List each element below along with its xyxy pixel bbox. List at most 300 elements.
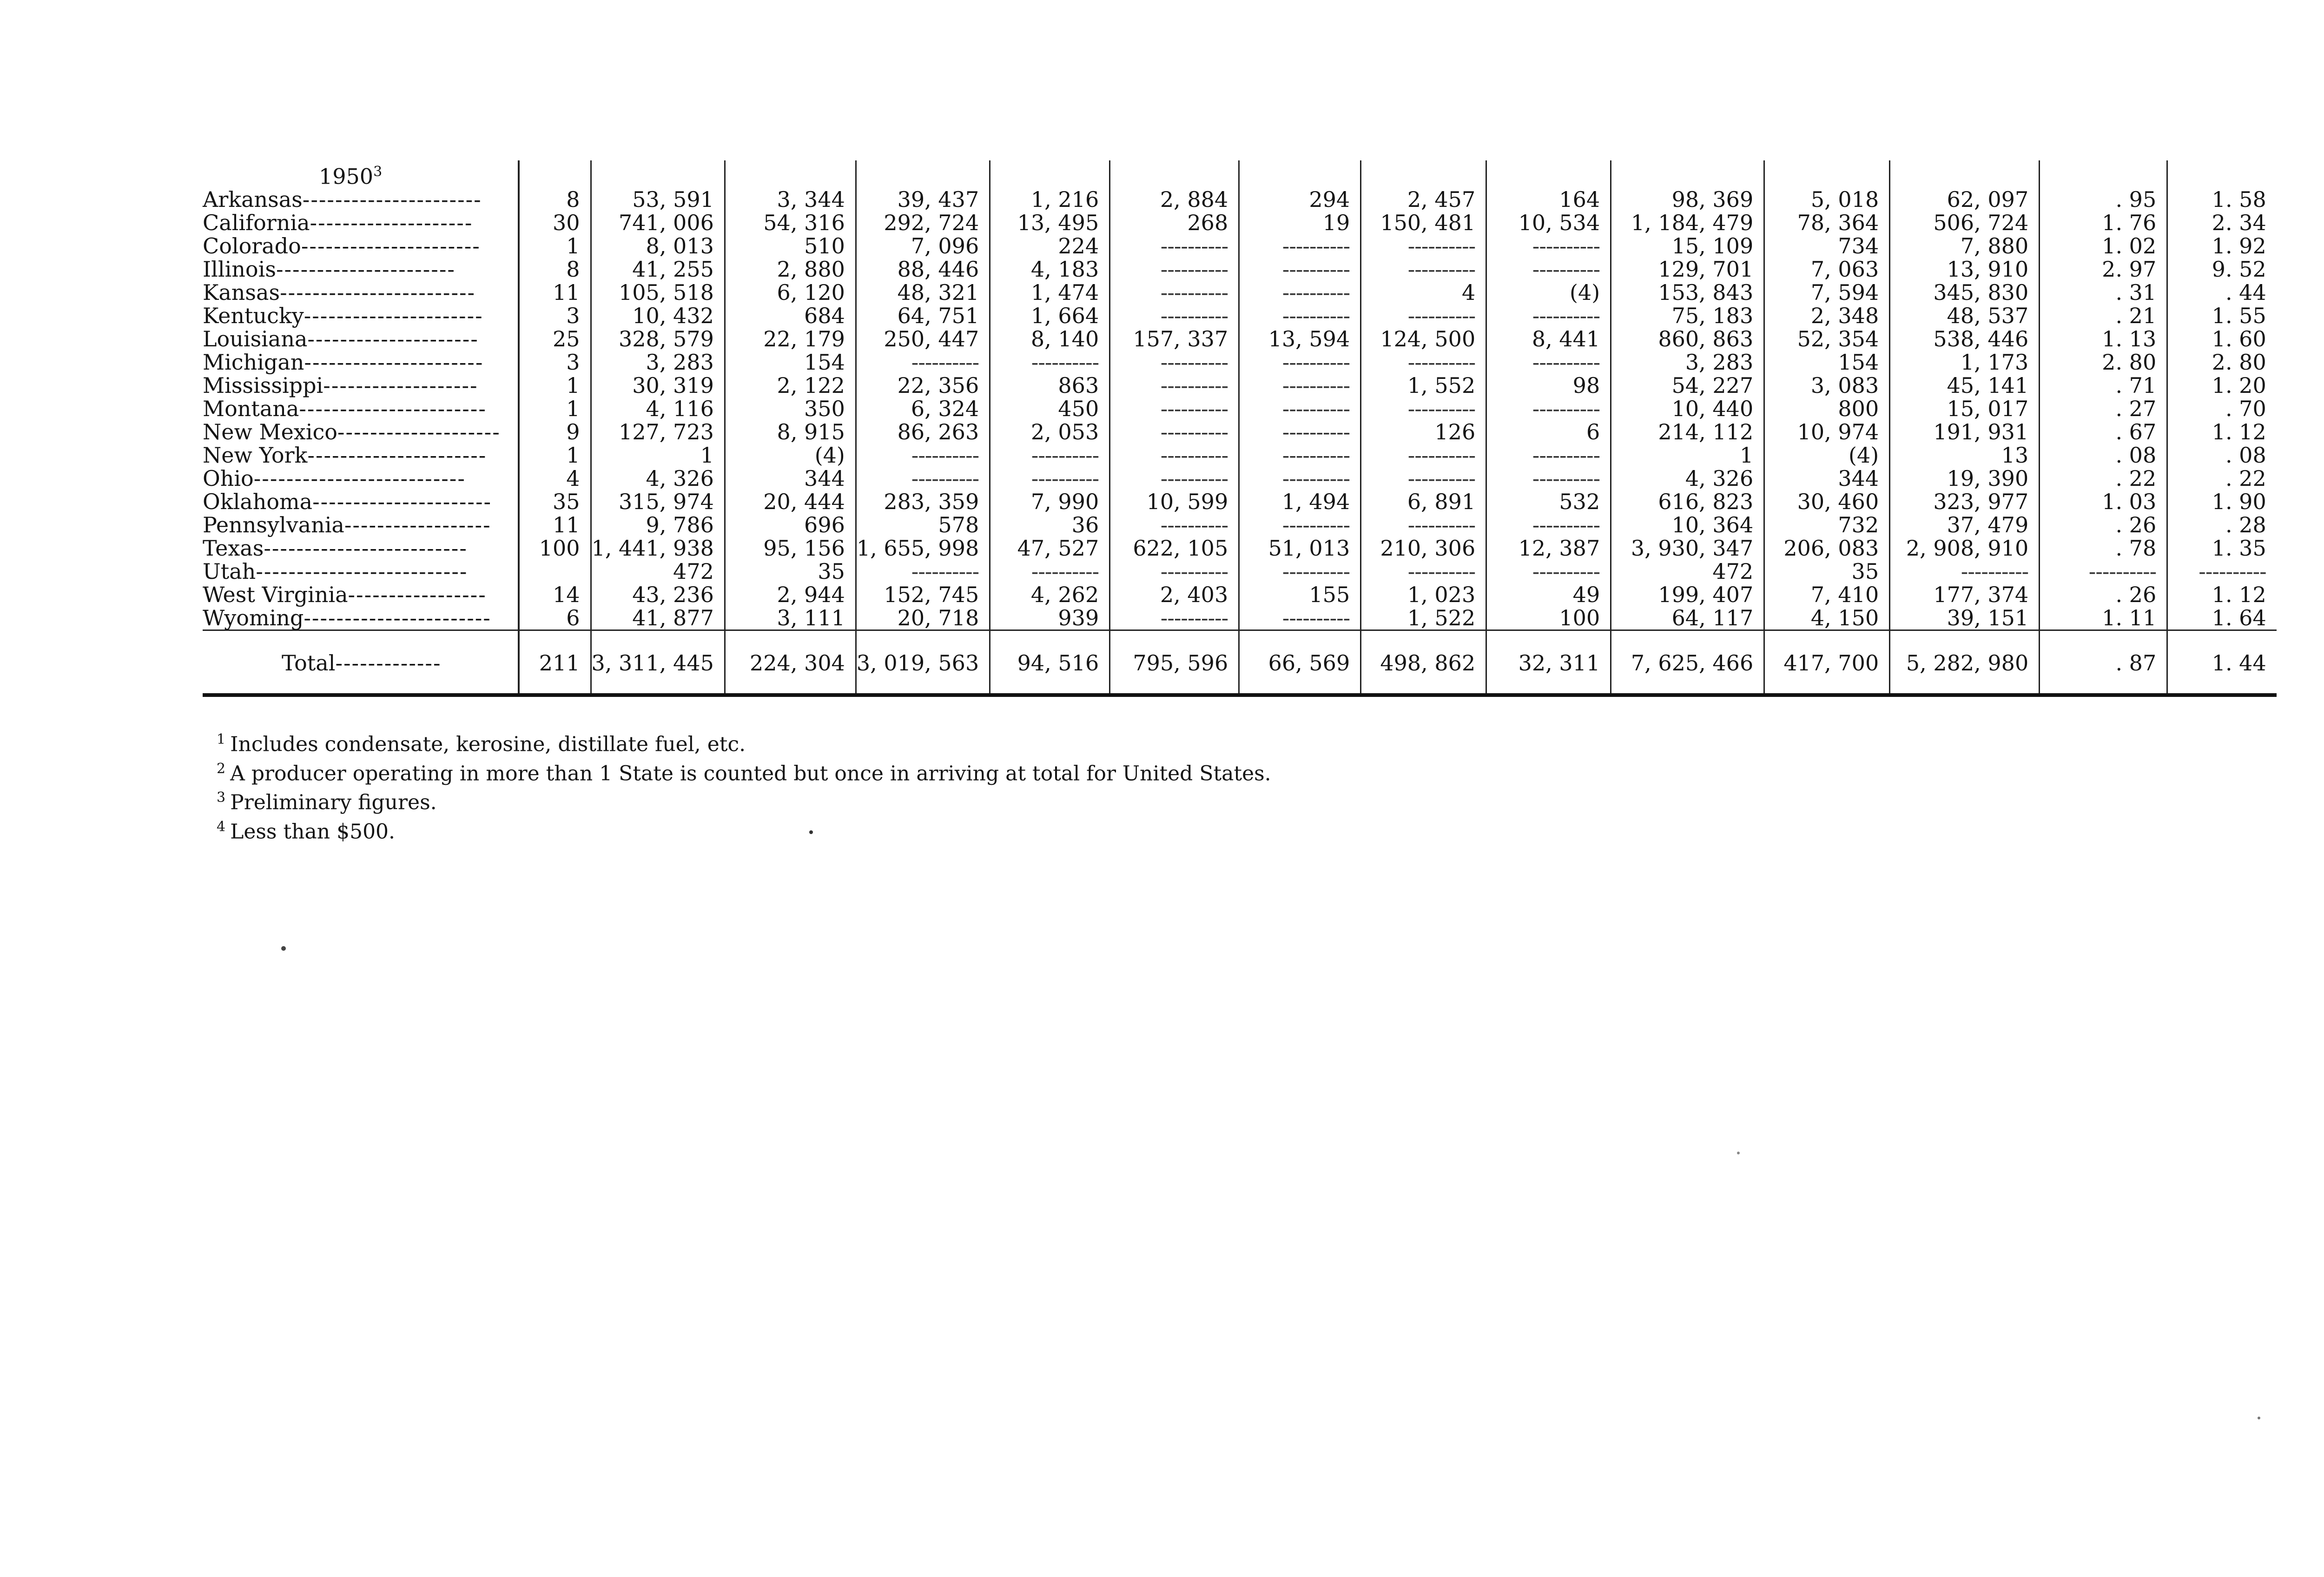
table-cell: 6, 891 [1361, 490, 1486, 513]
total-label: Total------------- [203, 630, 519, 696]
table-cell: 6 [519, 606, 591, 630]
table-cell: ---------- [2040, 560, 2167, 583]
table-cell: 5, 282, 980 [1890, 630, 2040, 696]
table-cell: . 22 [2167, 467, 2277, 490]
table-cell: 1. 76 [2040, 211, 2167, 234]
table-cell: ---------- [1110, 444, 1239, 467]
table-cell: ---------- [990, 444, 1110, 467]
table-cell: 100 [1486, 606, 1611, 630]
table-cell: 88, 446 [856, 258, 990, 281]
table-cell: 41, 255 [591, 258, 725, 281]
table-cell: 1, 522 [1361, 606, 1486, 630]
table-cell: 11 [519, 281, 591, 304]
table-cell: 20, 718 [856, 606, 990, 630]
state-name: Texas------------------------- [203, 536, 468, 561]
table-cell: 3 [519, 304, 591, 327]
table-cell: ---------- [1486, 560, 1611, 583]
table-cell: . 95 [2040, 188, 2167, 211]
table-cell: ---------- [1239, 420, 1361, 444]
table-cell: 323, 977 [1890, 490, 2040, 513]
table-cell: . 08 [2167, 444, 2277, 467]
table-cell: 224 [990, 234, 1110, 258]
table-cell: 8, 915 [725, 420, 856, 444]
table-cell: 1, 441, 938 [591, 537, 725, 560]
table-cell: 292, 724 [856, 211, 990, 234]
table-cell: 2. 97 [2040, 258, 2167, 281]
state-name: Mississippi------------------- [203, 373, 478, 398]
table-cell: 498, 862 [1361, 630, 1486, 696]
table-cell: 48, 537 [1890, 304, 2040, 327]
table-cell: 199, 407 [1611, 583, 1764, 606]
table-cell: 3, 111 [725, 606, 856, 630]
table-cell: 22, 179 [725, 327, 856, 351]
table-cell: ---------- [1110, 560, 1239, 583]
table-cell: 13, 910 [1890, 258, 2040, 281]
footnote-2: $^2$ A producer operating in more than 1 State is counted but once in arriving at total for United States. [217, 760, 1271, 786]
table-cell: 1 [519, 374, 591, 397]
table-cell: 860, 863 [1611, 327, 1764, 351]
table-cell: 7, 096 [856, 234, 990, 258]
table-cell: ---------- [1486, 444, 1611, 467]
table-cell: ---------- [1239, 258, 1361, 281]
table-cell: 36 [990, 513, 1110, 537]
table-cell: 53, 591 [591, 188, 725, 211]
table-cell: 1. 55 [2167, 304, 2277, 327]
table-cell: 8, 441 [1486, 327, 1611, 351]
table-cell: 1, 552 [1361, 374, 1486, 397]
table-cell: ---------- [856, 444, 990, 467]
state-name: Kentucky---------------------- [203, 303, 483, 329]
table-cell: 54, 316 [725, 211, 856, 234]
table-cell: 3 [519, 351, 591, 374]
table-cell: 98, 369 [1611, 188, 1764, 211]
table-cell: 939 [990, 606, 1110, 630]
table-cell: ---------- [1110, 420, 1239, 444]
table-cell: 13 [1890, 444, 2040, 467]
table-cell: ---------- [1239, 560, 1361, 583]
table-cell: 9. 52 [2167, 258, 2277, 281]
table-cell: . 26 [2040, 583, 2167, 606]
year-footnote-mark: 3 [373, 164, 383, 180]
table-cell: 15, 017 [1890, 397, 2040, 420]
table-cell: 795, 596 [1110, 630, 1239, 696]
table-cell: 2, 403 [1110, 583, 1239, 606]
table-cell: 2, 122 [725, 374, 856, 397]
table-cell: 30, 319 [591, 374, 725, 397]
state-name: New York---------------------- [203, 443, 487, 468]
table-cell: 1. 03 [2040, 490, 2167, 513]
speck [1737, 1152, 1740, 1154]
table-cell: 8, 140 [990, 327, 1110, 351]
table-cell: 7, 990 [990, 490, 1110, 513]
state-name: New Mexico-------------------- [203, 419, 501, 445]
table-cell: 250, 447 [856, 327, 990, 351]
table-cell: ---------- [1239, 351, 1361, 374]
table-cell: 19, 390 [1890, 467, 2040, 490]
state-name: Illinois---------------------- [203, 257, 456, 282]
table-cell: 1. 20 [2167, 374, 2277, 397]
table-cell: . 26 [2040, 513, 2167, 537]
table-cell: ---------- [1110, 513, 1239, 537]
table-cell: 152, 745 [856, 583, 990, 606]
table-cell: 1. 44 [2167, 630, 2277, 696]
table-cell: 417, 700 [1764, 630, 1890, 696]
table-cell: 2. 80 [2167, 351, 2277, 374]
state-name: Montana----------------------- [203, 396, 487, 422]
table-cell: 294 [1239, 188, 1361, 211]
table-cell: 5, 018 [1764, 188, 1890, 211]
table-cell: 8, 013 [591, 234, 725, 258]
speck [2258, 1417, 2260, 1419]
table-cell: 10, 534 [1486, 211, 1611, 234]
table-cell: 98 [1486, 374, 1611, 397]
table-cell: 64, 751 [856, 304, 990, 327]
table-cell: 32, 311 [1486, 630, 1611, 696]
table-cell: 1. 12 [2167, 420, 2277, 444]
table-cell: 41, 877 [591, 606, 725, 630]
table-cell: 7, 410 [1764, 583, 1890, 606]
table-cell: . 27 [2040, 397, 2167, 420]
table-cell: 153, 843 [1611, 281, 1764, 304]
table-cell: 127, 723 [591, 420, 725, 444]
table-cell: 1. 58 [2167, 188, 2277, 211]
table-cell: . 78 [2040, 537, 2167, 560]
table-cell: 95, 156 [725, 537, 856, 560]
table-cell: 1 [1611, 444, 1764, 467]
table-cell: 344 [725, 467, 856, 490]
footnote-1: $^1$ Includes condensate, kerosine, distillate fuel, etc. [217, 731, 746, 756]
table-cell: 224, 304 [725, 630, 856, 696]
table-cell: 3, 283 [1611, 351, 1764, 374]
table-cell: 1 [519, 444, 591, 467]
table-cell: 62, 097 [1890, 188, 2040, 211]
table-cell: 13, 594 [1239, 327, 1361, 351]
table-cell: 734 [1764, 234, 1890, 258]
table-cell: 8 [519, 188, 591, 211]
table-cell: 43, 236 [591, 583, 725, 606]
state-name: Colorado---------------------- [203, 233, 481, 259]
table-cell: 20, 444 [725, 490, 856, 513]
table-cell: 78, 364 [1764, 211, 1890, 234]
table-cell: (4) [725, 444, 856, 467]
table-cell: 268 [1110, 211, 1239, 234]
table-cell: 3, 311, 445 [591, 630, 725, 696]
table-cell: 154 [725, 351, 856, 374]
table-cell: 684 [725, 304, 856, 327]
table-cell: 1 [519, 234, 591, 258]
table-cell: 35 [519, 490, 591, 513]
table-cell: (4) [1486, 281, 1611, 304]
table-cell: 177, 374 [1890, 583, 2040, 606]
table-cell: 2. 34 [2167, 211, 2277, 234]
table-cell: . 28 [2167, 513, 2277, 537]
table-cell: ---------- [1486, 467, 1611, 490]
table-cell: ---------- [1486, 513, 1611, 537]
table-cell: 7, 625, 466 [1611, 630, 1764, 696]
table-cell: 315, 974 [591, 490, 725, 513]
table-cell: 1. 35 [2167, 537, 2277, 560]
state-name: Pennsylvania------------------ [203, 512, 491, 538]
table-cell: 2, 884 [1110, 188, 1239, 211]
table-cell: 45, 141 [1890, 374, 2040, 397]
table-cell: 616, 823 [1611, 490, 1764, 513]
table-cell: 4, 116 [591, 397, 725, 420]
table-cell: 157, 337 [1110, 327, 1239, 351]
table-cell: 1. 12 [2167, 583, 2277, 606]
state-name: Louisiana--------------------- [203, 326, 479, 352]
table-cell: 510 [725, 234, 856, 258]
table-cell: 49 [1486, 583, 1611, 606]
table-cell: . 70 [2167, 397, 2277, 420]
table-cell: (4) [1764, 444, 1890, 467]
table-cell: ---------- [1361, 560, 1486, 583]
table-cell: 4, 262 [990, 583, 1110, 606]
table-cell: . 67 [2040, 420, 2167, 444]
table-cell: ---------- [1486, 397, 1611, 420]
table-cell: ---------- [1110, 374, 1239, 397]
table-cell: 696 [725, 513, 856, 537]
year-label: 1950 [319, 164, 374, 189]
state-name: West Virginia----------------- [203, 582, 487, 608]
table-cell: 14 [519, 583, 591, 606]
table-cell: ---------- [1486, 304, 1611, 327]
table-cell: ---------- [990, 467, 1110, 490]
table-cell: ---------- [990, 560, 1110, 583]
table-cell: 4 [519, 467, 591, 490]
table-cell: ---------- [2167, 560, 2277, 583]
table-cell: 2, 348 [1764, 304, 1890, 327]
table-cell: 7, 063 [1764, 258, 1890, 281]
table-cell: 1. 64 [2167, 606, 2277, 630]
table-cell: 191, 931 [1890, 420, 2040, 444]
table-cell: ---------- [1890, 560, 2040, 583]
table-cell: ---------- [856, 560, 990, 583]
table-cell: 10, 432 [591, 304, 725, 327]
table-cell: 1. 13 [2040, 327, 2167, 351]
table-cell: 3, 283 [591, 351, 725, 374]
table-cell: 66, 569 [1239, 630, 1361, 696]
table-cell: ---------- [1239, 513, 1361, 537]
table-cell: ---------- [1110, 234, 1239, 258]
table-cell: 54, 227 [1611, 374, 1764, 397]
table-cell: 3, 083 [1764, 374, 1890, 397]
table-cell: 1, 173 [1890, 351, 2040, 374]
table-cell: ---------- [1239, 281, 1361, 304]
table-cell: 214, 112 [1611, 420, 1764, 444]
table-cell: 47, 527 [990, 537, 1110, 560]
table-cell: 10, 974 [1764, 420, 1890, 444]
table-cell: ---------- [1361, 234, 1486, 258]
table-cell: 578 [856, 513, 990, 537]
footnote-3: $^3$ Preliminary figures. [217, 789, 437, 815]
table-cell: ---------- [1110, 258, 1239, 281]
state-name: California-------------------- [203, 210, 473, 236]
table-cell: 12, 387 [1486, 537, 1611, 560]
state-name: Kansas------------------------ [203, 280, 476, 305]
table-cell: 52, 354 [1764, 327, 1890, 351]
table-cell: 1, 474 [990, 281, 1110, 304]
table-cell: 3, 930, 347 [1611, 537, 1764, 560]
state-name: Wyoming----------------------- [203, 605, 491, 631]
table-cell: 100 [519, 537, 591, 560]
table-cell: 1, 216 [990, 188, 1110, 211]
table-cell: 10, 599 [1110, 490, 1239, 513]
table-cell: 124, 500 [1361, 327, 1486, 351]
table-cell: ---------- [1239, 234, 1361, 258]
table-cell: 150, 481 [1361, 211, 1486, 234]
table-cell: 4 [1361, 281, 1486, 304]
table-cell: 48, 321 [856, 281, 990, 304]
table-cell: ---------- [1110, 397, 1239, 420]
table-cell: 37, 479 [1890, 513, 2040, 537]
table-cell: 129, 701 [1611, 258, 1764, 281]
table-cell: ---------- [1239, 467, 1361, 490]
table-cell: ---------- [856, 467, 990, 490]
table-cell: ---------- [1361, 444, 1486, 467]
table-cell: ---------- [1486, 234, 1611, 258]
table-cell: ---------- [856, 351, 990, 374]
table-cell: 75, 183 [1611, 304, 1764, 327]
table-cell: ---------- [1110, 304, 1239, 327]
table-cell: 10, 440 [1611, 397, 1764, 420]
table-cell: 6 [1486, 420, 1611, 444]
footnote-4: $^4$ Less than $500. [217, 818, 396, 844]
table-cell: 22, 356 [856, 374, 990, 397]
table-cell: 30, 460 [1764, 490, 1890, 513]
table-cell: 1, 184, 479 [1611, 211, 1764, 234]
table-cell: 350 [725, 397, 856, 420]
table-cell: ---------- [1361, 513, 1486, 537]
state-name: Utah-------------------------- [203, 559, 468, 584]
table-cell: 1, 494 [1239, 490, 1361, 513]
table-cell: 39, 151 [1890, 606, 2040, 630]
table-cell: 51, 013 [1239, 537, 1361, 560]
table-cell: 64, 117 [1611, 606, 1764, 630]
state-name: Arkansas---------------------- [203, 187, 482, 212]
table-cell: 35 [1764, 560, 1890, 583]
table-cell: ---------- [990, 351, 1110, 374]
table-cell: 472 [591, 560, 725, 583]
table-cell: 1. 02 [2040, 234, 2167, 258]
table-cell: ---------- [1110, 606, 1239, 630]
table-cell: 9, 786 [591, 513, 725, 537]
table-cell: 19 [1239, 211, 1361, 234]
table-cell: 2, 908, 910 [1890, 537, 2040, 560]
table-cell: 25 [519, 327, 591, 351]
table-cell: . 87 [2040, 630, 2167, 696]
table-cell: 39, 437 [856, 188, 990, 211]
table-cell: 4, 326 [591, 467, 725, 490]
table-cell: . 44 [2167, 281, 2277, 304]
table-cell: 2, 457 [1361, 188, 1486, 211]
table-cell: 345, 830 [1890, 281, 2040, 304]
table-cell: ---------- [1239, 444, 1361, 467]
table-cell: ---------- [1361, 397, 1486, 420]
table-cell: 1. 90 [2167, 490, 2277, 513]
table-cell: 344 [1764, 467, 1890, 490]
table-cell: ---------- [1361, 467, 1486, 490]
table-cell: 6, 324 [856, 397, 990, 420]
table-cell: 732 [1764, 513, 1890, 537]
table-cell: 126 [1361, 420, 1486, 444]
table-cell: ---------- [1361, 304, 1486, 327]
table-cell: 15, 109 [1611, 234, 1764, 258]
table-cell: 1. 92 [2167, 234, 2277, 258]
table-cell: 86, 263 [856, 420, 990, 444]
table-cell: 450 [990, 397, 1110, 420]
table-cell: ---------- [1110, 351, 1239, 374]
table-cell: 1. 60 [2167, 327, 2277, 351]
table-cell: 3, 344 [725, 188, 856, 211]
table-cell: 35 [725, 560, 856, 583]
table-cell: 1 [591, 444, 725, 467]
table-cell: 800 [1764, 397, 1890, 420]
table-cell: 4, 326 [1611, 467, 1764, 490]
table-cell: 2. 80 [2040, 351, 2167, 374]
table-cell: 1, 655, 998 [856, 537, 990, 560]
speck [281, 946, 286, 951]
state-name: Ohio-------------------------- [203, 466, 466, 491]
table-cell: . 31 [2040, 281, 2167, 304]
table-cell: ---------- [1486, 351, 1611, 374]
speck [809, 830, 813, 834]
table-cell: 863 [990, 374, 1110, 397]
table-cell: 3, 019, 563 [856, 630, 990, 696]
table-cell: 2, 880 [725, 258, 856, 281]
table-cell: 206, 083 [1764, 537, 1890, 560]
table-cell: 2, 053 [990, 420, 1110, 444]
table-cell: 30 [519, 211, 591, 234]
table-cell: 9 [519, 420, 591, 444]
table-cell: 105, 518 [591, 281, 725, 304]
table-cell: 154 [1764, 351, 1890, 374]
table-cell: 6, 120 [725, 281, 856, 304]
table-cell: 4, 150 [1764, 606, 1890, 630]
table-cell: . 71 [2040, 374, 2167, 397]
table-cell: ---------- [1486, 258, 1611, 281]
table-cell: . 21 [2040, 304, 2167, 327]
table-cell: ---------- [1361, 351, 1486, 374]
table-cell: 11 [519, 513, 591, 537]
table-cell: 155 [1239, 583, 1361, 606]
table-cell: 10, 364 [1611, 513, 1764, 537]
table-cell: 328, 579 [591, 327, 725, 351]
table-cell: 283, 359 [856, 490, 990, 513]
table-cell: 7, 594 [1764, 281, 1890, 304]
table-cell: 472 [1611, 560, 1764, 583]
table-cell: ---------- [1110, 281, 1239, 304]
table-cell: . 22 [2040, 467, 2167, 490]
table-cell: ---------- [1239, 606, 1361, 630]
table-cell: ---------- [1361, 258, 1486, 281]
table-cell: 506, 724 [1890, 211, 2040, 234]
table-cell: 532 [1486, 490, 1611, 513]
table-cell: 164 [1486, 188, 1611, 211]
table-cell: 7, 880 [1890, 234, 2040, 258]
table-cell: . 08 [2040, 444, 2167, 467]
state-name: Oklahoma---------------------- [203, 489, 492, 515]
table-cell: ---------- [1239, 304, 1361, 327]
table-cell: ---------- [1239, 374, 1361, 397]
table-cell: 94, 516 [990, 630, 1110, 696]
table-cell: 538, 446 [1890, 327, 2040, 351]
table-cell: 1 [519, 397, 591, 420]
table-cell: 211 [519, 630, 591, 696]
table-cell: 13, 495 [990, 211, 1110, 234]
table-cell: 741, 006 [591, 211, 725, 234]
table-cell: 4, 183 [990, 258, 1110, 281]
table-cell: 622, 105 [1110, 537, 1239, 560]
